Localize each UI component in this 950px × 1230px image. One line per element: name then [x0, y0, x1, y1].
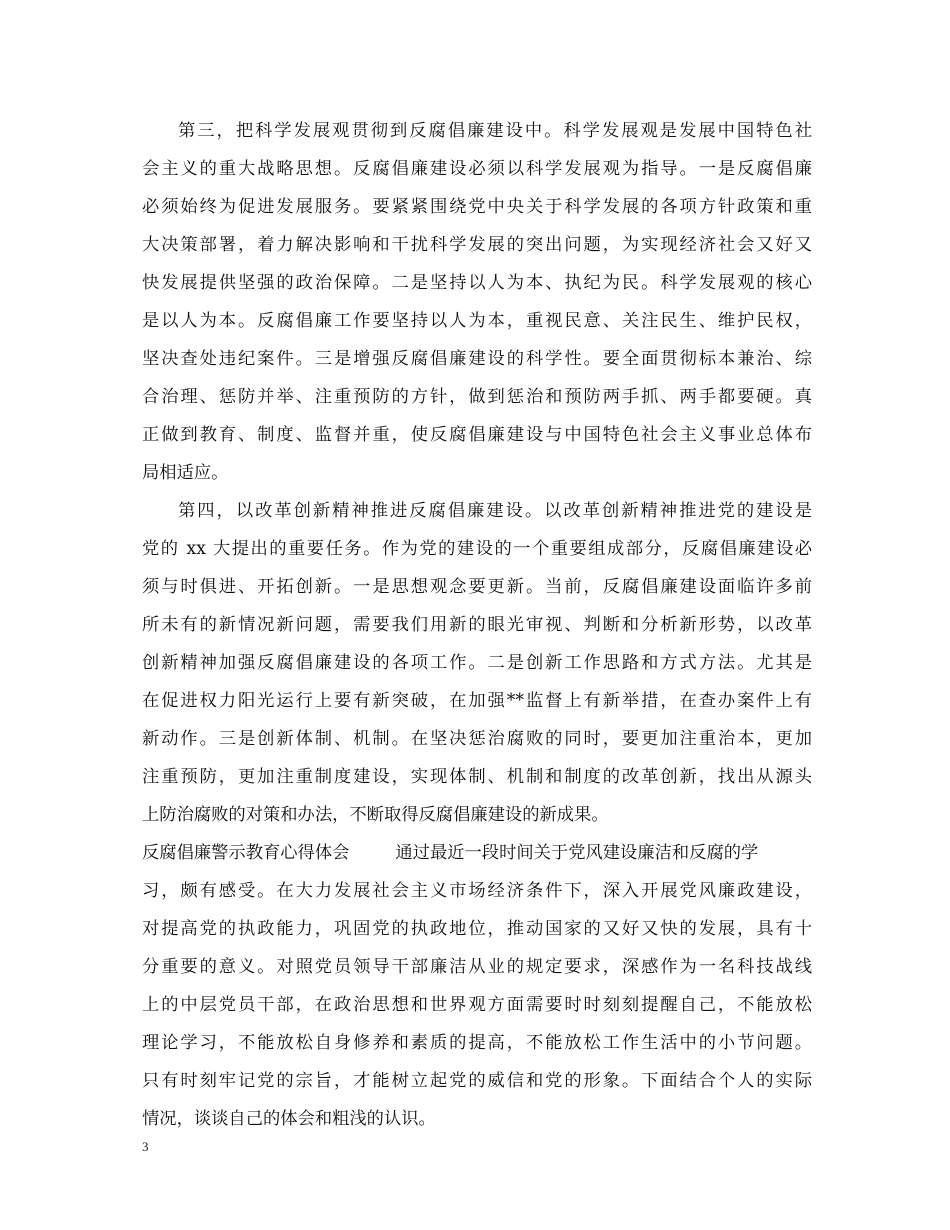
text-line: 局相适应。 — [142, 463, 229, 483]
text-line: 新动作。三是创新体制、机制。在坚决惩治腐败的同时，要更加注重治本，更加 — [142, 729, 812, 749]
text-line: 在促进权力阳光运行上要有新突破，在加强**监督上有新举措，在查办案件上有 — [142, 691, 812, 711]
text-line: 合治理、惩防并举、注重预防的方针，做到惩治和预防两手抓、两手都要硬。真 — [142, 387, 812, 407]
text-line: 第四，以改革创新精神推进反腐倡廉建设。以改革创新精神推进党的建设是 — [178, 501, 812, 521]
text-line — [142, 834, 812, 872]
document-body — [142, 112, 812, 1138]
text-line: 必须始终为促进发展服务。要紧紧围绕党中央关于科学发展的各项方针政策和重 — [142, 197, 812, 217]
text-line: 创新精神加强反腐倡廉建设的各项工作。二是创新工作思路和方式方法。尤其是 — [142, 653, 812, 673]
paragraph-2 — [142, 492, 812, 834]
page-number: 3 — [142, 1139, 149, 1154]
text-line: 对提高党的执政能力，巩固党的执政地位，推动国家的又好又快的发展，具有十 — [142, 919, 812, 939]
paragraph-3 — [142, 834, 812, 1138]
text-line: 会主义的重大战略思想。反腐倡廉建设必须以科学发展观为指导。一是反腐倡廉 — [142, 159, 812, 179]
text-line: 坚决查处违纪案件。三是增强反腐倡廉建设的科学性。要全面贯彻标本兼治、综 — [142, 349, 812, 369]
text-line: 快发展提供坚强的政治保障。二是坚持以人为本、执纪为民。科学发展观的核心 — [142, 273, 812, 293]
text-line: 理论学习，不能放松自身修养和素质的提高，不能放松工作生活中的小节问题。 — [142, 1033, 812, 1053]
text-line: 习，颇有感受。在大力发展社会主义市场经济条件下，深入开展党风廉政建设， — [142, 881, 812, 901]
text-line: 上的中层党员干部，在政治思想和世界观方面需要时时刻刻提醒自己，不能放松 — [142, 995, 812, 1015]
paragraph-1 — [142, 112, 812, 492]
text-line-rest: 通过最近一段时间关于党风建设廉洁和反腐的学 — [395, 843, 759, 863]
text-line: 须与时俱进、开拓创新。一是思想观念要更新。当前，反腐倡廉建设面临许多前 — [142, 577, 812, 597]
text-line: 大决策部署，着力解决影响和干扰科学发展的突出问题，为实现经济社会又好又 — [142, 235, 812, 255]
text-line: 只有时刻牢记党的宗旨，才能树立起党的威信和党的形象。下面结合个人的实际 — [142, 1071, 812, 1091]
text-line: 党的 xx 大提出的重要任务。作为党的建设的一个重要组成部分，反腐倡廉建设必 — [142, 539, 812, 559]
text-line: 第三，把科学发展观贯彻到反腐倡廉建设中。科学发展观是发展中国特色社 — [178, 121, 812, 141]
text-line: 上防治腐败的对策和办法，不断取得反腐倡廉建设的新成果。 — [142, 805, 609, 825]
text-line: 注重预防，更加注重制度建设，实现体制、机制和制度的改革创新，找出从源头 — [142, 767, 812, 787]
section-title: 反腐倡廉警示教育心得体会 — [142, 843, 350, 863]
text-line: 正做到教育、制度、监督并重，使反腐倡廉建设与中国特色社会主义事业总体布 — [142, 425, 812, 445]
text-line: 分重要的意义。对照党员领导干部廉洁从业的规定要求，深感作为一名科技战线 — [142, 957, 812, 977]
text-line: 是以人为本。反腐倡廉工作要坚持以人为本，重视民意、关注民生、维护民权， — [142, 311, 812, 331]
text-line: 情况，谈谈自己的体会和粗浅的认识。 — [142, 1109, 436, 1129]
text-line: 所未有的新情况新问题，需要我们用新的眼光审视、判断和分析新形势，以改革 — [142, 615, 812, 635]
